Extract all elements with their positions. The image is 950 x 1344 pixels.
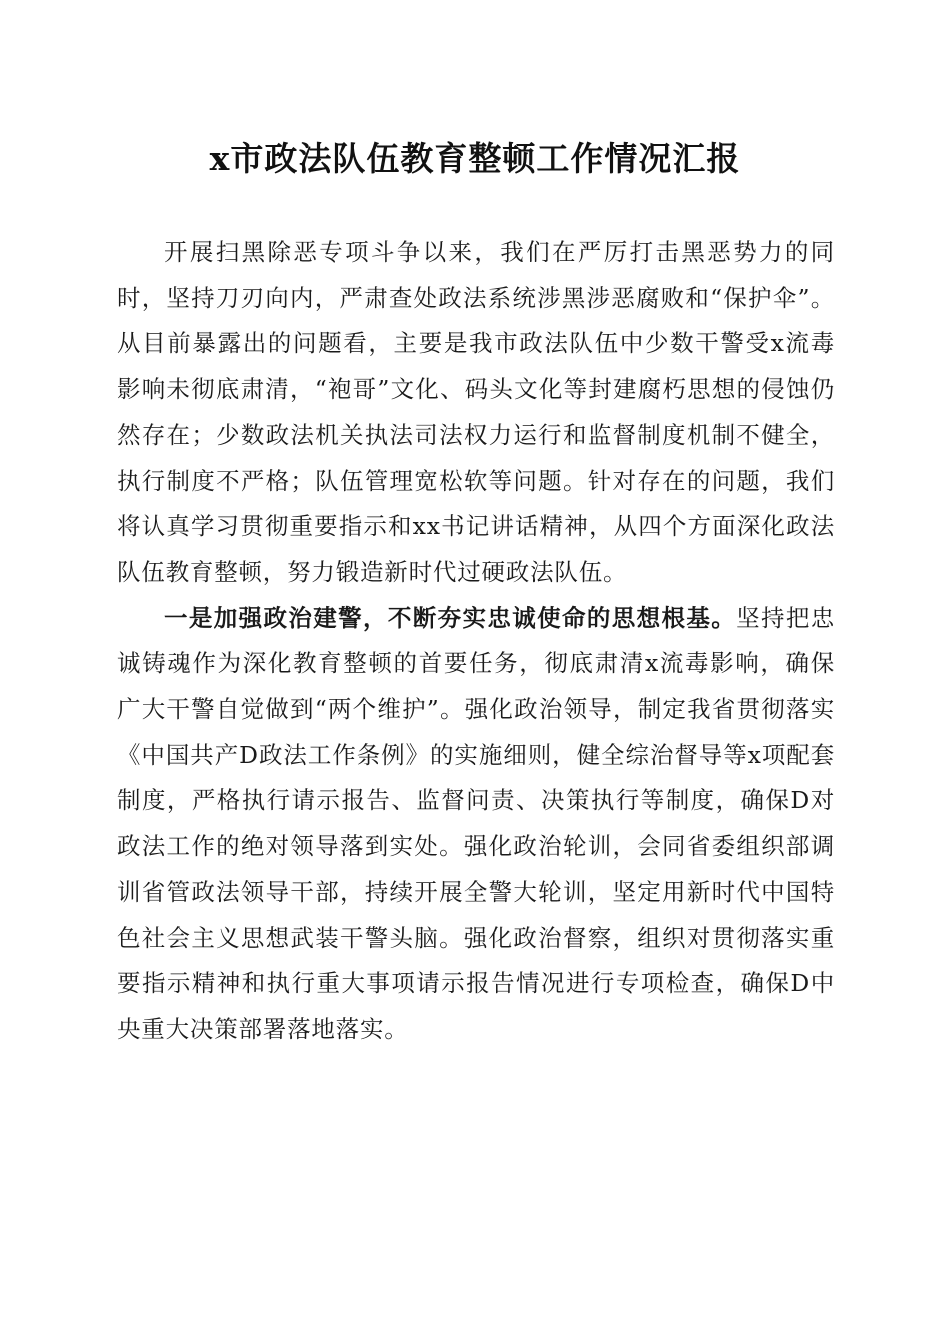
paragraph-intro — [117, 230, 835, 596]
paragraph-political-building — [117, 596, 835, 1053]
document-title: x市政法队伍教育整顿工作情况汇报 — [209, 139, 741, 178]
document-body — [117, 230, 835, 1053]
paragraph-text: 开展扫黑除恶专项斗争以来，我们在严厉打击黑恶势力的同时，坚持刀刃向内，严肃查处政法系统涉黑涉恶腐败和“保护伞”。从目前暴露出的问题看，主要是我市政法队伍中少数干警受x流毒影响未彻底肃清，“袍哥”文化、码头文化等封建腐朽思想的侵蚀仍然存在；少数政法机关执法司法权力运行和监督制度机制不健全，执行制度不严格；队伍管理宽松软等问题。针对存在的问题，我们将认真学习贯彻重要指示和xx书记讲话精神，从四个方面深化政法队伍教育整顿，努力锻造新时代过硬政法队伍。 — [117, 238, 835, 586]
paragraph-text: 坚持把忠诚铸魂作为深化教育整顿的首要任务，彻底肃清x流毒影响，确保广大干警自觉做到“两个维护”。强化政治领导，制定我省贯彻落实《中国共产D政法工作条例》的实施细则，健全综治督导等x项配套制度，严格执行请示报告、监督问责、决策执行等制度，确保D对政法工作的绝对领导落到实处。强化政治轮训，会同省委组织部调训省管政法领导干部，持续开展全警大轮训，坚定用新时代中国特色社会主义思想武装干警头脑。强化政治督察，组织对贯彻落实重要指示精神和执行重大事项请示报告情况进行专项检查，确保D中央重大决策部署落地落实。 — [117, 603, 835, 1043]
paragraph-lead: 一是加强政治建警，不断夯实忠诚使命的思想根基。 — [164, 603, 737, 632]
